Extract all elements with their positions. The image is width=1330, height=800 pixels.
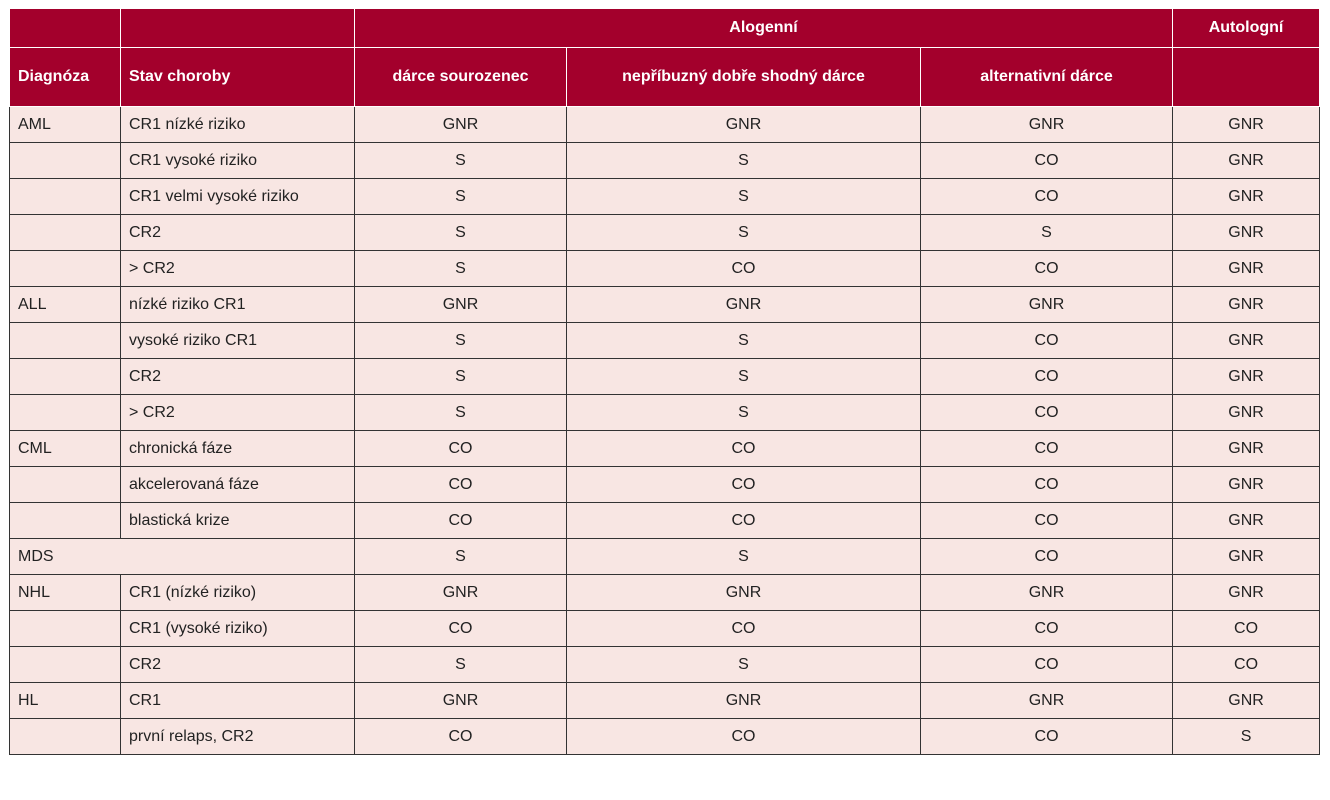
cell-autologni: GNR [1173, 683, 1320, 719]
table-row [10, 179, 1320, 215]
cell-sourozenec: GNR [355, 575, 567, 611]
cell-stav: blastická krize [121, 503, 355, 539]
cell-nepribuzny: CO [567, 719, 921, 755]
cell-stav: CR1 vysoké riziko [121, 143, 355, 179]
table-row [10, 539, 1320, 575]
cell-alternativni: CO [921, 503, 1173, 539]
table-body [10, 107, 1320, 755]
cell-nepribuzny: CO [567, 611, 921, 647]
cell-diagnoza [10, 467, 121, 503]
cell-nepribuzny: S [567, 323, 921, 359]
cell-autologni: GNR [1173, 431, 1320, 467]
cell-stav: CR1 (vysoké riziko) [121, 611, 355, 647]
cell-stav: vysoké riziko CR1 [121, 323, 355, 359]
cell-diagnoza: MDS [10, 539, 355, 575]
cell-diagnoza [10, 179, 121, 215]
cell-autologni: GNR [1173, 575, 1320, 611]
cell-autologni: GNR [1173, 359, 1320, 395]
cell-stav: CR2 [121, 359, 355, 395]
cell-nepribuzny: CO [567, 467, 921, 503]
cell-autologni: CO [1173, 647, 1320, 683]
cell-nepribuzny: S [567, 539, 921, 575]
cell-diagnoza [10, 395, 121, 431]
cell-sourozenec: S [355, 359, 567, 395]
cell-autologni: GNR [1173, 179, 1320, 215]
table-row [10, 395, 1320, 431]
cell-alternativni: CO [921, 539, 1173, 575]
cell-autologni: GNR [1173, 395, 1320, 431]
cell-autologni: GNR [1173, 323, 1320, 359]
header-stav-choroby: Stav choroby [121, 48, 355, 107]
cell-autologni: GNR [1173, 251, 1320, 287]
cell-alternativni: CO [921, 719, 1173, 755]
header-alternativni-darce: alternativní dárce [921, 48, 1173, 107]
cell-alternativni: CO [921, 251, 1173, 287]
table-row [10, 143, 1320, 179]
cell-autologni: GNR [1173, 107, 1320, 143]
cell-nepribuzny: S [567, 647, 921, 683]
table-row [10, 323, 1320, 359]
cell-stav: chronická fáze [121, 431, 355, 467]
header-diagnoza: Diagnóza [10, 48, 121, 107]
table-row [10, 251, 1320, 287]
table-row [10, 287, 1320, 323]
cell-autologni: GNR [1173, 467, 1320, 503]
cell-sourozenec: CO [355, 503, 567, 539]
cell-autologni: CO [1173, 611, 1320, 647]
cell-alternativni: CO [921, 467, 1173, 503]
cell-diagnoza [10, 323, 121, 359]
cell-diagnoza [10, 215, 121, 251]
cell-diagnoza [10, 503, 121, 539]
cell-alternativni: CO [921, 143, 1173, 179]
cell-alternativni: CO [921, 359, 1173, 395]
cell-sourozenec: S [355, 647, 567, 683]
cell-alternativni: GNR [921, 575, 1173, 611]
cell-alternativni: CO [921, 179, 1173, 215]
cell-stav: CR1 nízké riziko [121, 107, 355, 143]
cell-nepribuzny: GNR [567, 575, 921, 611]
header-empty-cell-2 [121, 9, 355, 48]
cell-alternativni: GNR [921, 683, 1173, 719]
cell-stav: akcelerovaná fáze [121, 467, 355, 503]
cell-sourozenec: S [355, 539, 567, 575]
table-row [10, 575, 1320, 611]
cell-diagnoza: CML [10, 431, 121, 467]
cell-diagnoza: AML [10, 107, 121, 143]
header-darce-sourozenec: dárce sourozenec [355, 48, 567, 107]
cell-sourozenec: CO [355, 467, 567, 503]
table-row [10, 647, 1320, 683]
cell-alternativni: GNR [921, 287, 1173, 323]
header-empty-cell-1 [10, 9, 121, 48]
cell-stav: nízké riziko CR1 [121, 287, 355, 323]
header-alogenni: Alogenní [355, 9, 1173, 48]
cell-nepribuzny: CO [567, 251, 921, 287]
cell-autologni: GNR [1173, 539, 1320, 575]
cell-sourozenec: S [355, 251, 567, 287]
cell-diagnoza [10, 611, 121, 647]
header-autologni: Autologní [1173, 9, 1320, 48]
table-row [10, 359, 1320, 395]
table-row [10, 719, 1320, 755]
cell-alternativni: CO [921, 395, 1173, 431]
cell-autologni: S [1173, 719, 1320, 755]
cell-alternativni: CO [921, 323, 1173, 359]
table-row [10, 107, 1320, 143]
cell-sourozenec: CO [355, 719, 567, 755]
header-row-columns [10, 48, 1320, 107]
cell-alternativni: CO [921, 431, 1173, 467]
cell-sourozenec: GNR [355, 287, 567, 323]
cell-stav: CR1 (nízké riziko) [121, 575, 355, 611]
table-row [10, 467, 1320, 503]
cell-alternativni: CO [921, 647, 1173, 683]
cell-nepribuzny: S [567, 395, 921, 431]
cell-diagnoza [10, 251, 121, 287]
header-empty-cell-3 [1173, 48, 1320, 107]
cell-nepribuzny: S [567, 179, 921, 215]
cell-alternativni: CO [921, 611, 1173, 647]
cell-autologni: GNR [1173, 503, 1320, 539]
cell-stav: CR1 velmi vysoké riziko [121, 179, 355, 215]
cell-diagnoza [10, 143, 121, 179]
cell-sourozenec: S [355, 143, 567, 179]
cell-stav: > CR2 [121, 395, 355, 431]
cell-nepribuzny: GNR [567, 683, 921, 719]
cell-autologni: GNR [1173, 215, 1320, 251]
cell-diagnoza: HL [10, 683, 121, 719]
cell-sourozenec: GNR [355, 683, 567, 719]
cell-alternativni: S [921, 215, 1173, 251]
cell-sourozenec: S [355, 395, 567, 431]
cell-diagnoza: ALL [10, 287, 121, 323]
cell-diagnoza [10, 359, 121, 395]
table-row [10, 215, 1320, 251]
cell-nepribuzny: GNR [567, 287, 921, 323]
cell-nepribuzny: S [567, 143, 921, 179]
table-row [10, 611, 1320, 647]
cell-nepribuzny: S [567, 359, 921, 395]
header-row-groups [10, 9, 1320, 48]
cell-stav: CR1 [121, 683, 355, 719]
cell-sourozenec: GNR [355, 107, 567, 143]
cell-autologni: GNR [1173, 143, 1320, 179]
cell-autologni: GNR [1173, 287, 1320, 323]
transplant-indications-table [9, 8, 1320, 755]
cell-nepribuzny: GNR [567, 107, 921, 143]
cell-sourozenec: CO [355, 611, 567, 647]
cell-diagnoza [10, 647, 121, 683]
cell-stav: > CR2 [121, 251, 355, 287]
header-nepribuzny-darce: nepříbuzný dobře shodný dárce [567, 48, 921, 107]
table-row [10, 683, 1320, 719]
cell-diagnoza: NHL [10, 575, 121, 611]
transplant-indications-table-wrapper [9, 8, 1319, 755]
cell-nepribuzny: S [567, 215, 921, 251]
table-row [10, 431, 1320, 467]
table-row [10, 503, 1320, 539]
cell-stav: CR2 [121, 215, 355, 251]
cell-sourozenec: S [355, 215, 567, 251]
cell-sourozenec: CO [355, 431, 567, 467]
cell-nepribuzny: CO [567, 431, 921, 467]
cell-stav: CR2 [121, 647, 355, 683]
cell-nepribuzny: CO [567, 503, 921, 539]
cell-sourozenec: S [355, 323, 567, 359]
cell-alternativni: GNR [921, 107, 1173, 143]
cell-stav: první relaps, CR2 [121, 719, 355, 755]
cell-diagnoza [10, 719, 121, 755]
cell-sourozenec: S [355, 179, 567, 215]
